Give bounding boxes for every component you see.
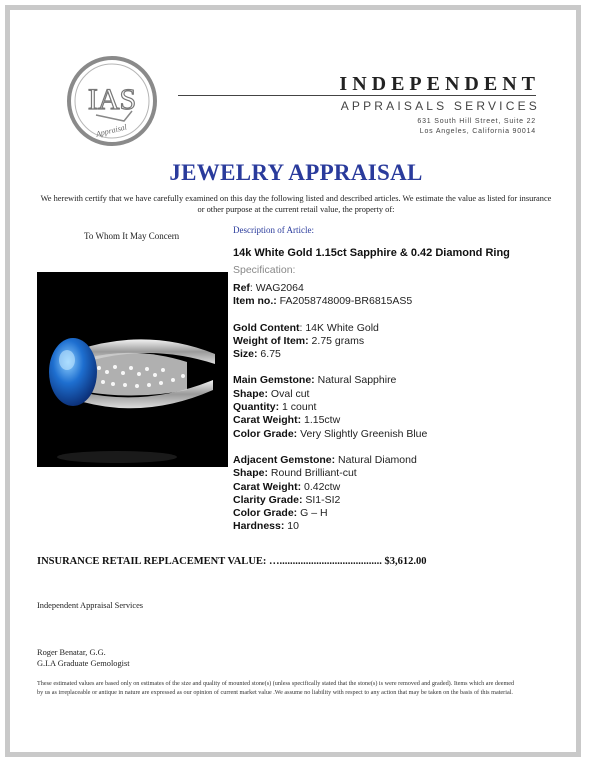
recipient: To Whom It May Concern bbox=[84, 231, 180, 241]
svg-text:Appraisal: Appraisal bbox=[94, 122, 128, 139]
insurance-label: INSURANCE RETAIL REPLACEMENT VALUE: …....................................... bbox=[37, 556, 382, 567]
address-line-2: Los Angeles, California 90014 bbox=[419, 128, 536, 135]
spec-adjacent-shape: Shape: Round Brilliant-cut bbox=[233, 467, 357, 480]
insurance-value bbox=[37, 556, 557, 567]
specification-details bbox=[233, 282, 563, 534]
certify-text: We herewith certify that we have carefully examined on this day the following listed and described articles. We estimate the value as listed for insurance or other purpose at the current retail value, the property of: bbox=[40, 194, 552, 214]
spec-clarity: Clarity Grade: SI1-SI2 bbox=[233, 493, 341, 506]
company-name: Independent Appraisal Services bbox=[37, 601, 144, 610]
spec-adjacent-gemstone: Adjacent Gemstone: Natural Diamond bbox=[233, 453, 417, 466]
brand-name: INDEPENDENT bbox=[339, 73, 540, 95]
appraiser-name: Roger Benatar, G.G. bbox=[37, 648, 106, 657]
brand-subtitle: APPRAISALS SERVICES bbox=[340, 99, 540, 113]
header-rule bbox=[178, 95, 536, 96]
address bbox=[300, 117, 536, 137]
spec-item-no: Item no.: FA2058748009-BR6815AS5 bbox=[233, 295, 413, 308]
disclaimer: These estimated values are based only on estimates of the size and quality of mounted stone(s) (unless specifically stated that the stone(s) is were removed and graded). Items which are deemed by us as irreplaceable or antique in nature are expressed as our opinion of current market value .We assume no liability with respect to any action that may be taken on the basis of this material. bbox=[37, 680, 515, 696]
ias-logo bbox=[66, 55, 158, 147]
spec-ref: Ref: WAG2064 bbox=[233, 282, 304, 294]
insurance-amount: $3,612.00 bbox=[381, 556, 427, 567]
description-label: Description of Article: bbox=[233, 225, 314, 235]
spec-weight: Weight of Item: 2.75 grams bbox=[233, 334, 365, 347]
page-title: JEWELRY APPRAISAL bbox=[169, 160, 423, 185]
appraiser-title: G.I.A Graduate Gemologist bbox=[37, 659, 130, 668]
ring-photo bbox=[37, 272, 228, 467]
spec-main-carat: Carat Weight: 1.15ctw bbox=[233, 414, 341, 427]
spec-quantity: Quantity: 1 count bbox=[233, 401, 317, 414]
spec-adjacent-color: Color Grade: G – H bbox=[233, 507, 328, 520]
spec-main-shape: Shape: Oval cut bbox=[233, 387, 310, 400]
svg-text:IAS: IAS bbox=[87, 83, 137, 116]
item-title: 14k White Gold 1.15ct Sapphire & 0.42 Diamond Ring bbox=[233, 247, 510, 259]
spec-main-color: Color Grade: Very Slightly Greenish Blue bbox=[233, 427, 428, 440]
spec-adjacent-carat: Carat Weight: 0.42ctw bbox=[233, 480, 341, 493]
spec-hardness: Hardness: 10 bbox=[233, 520, 299, 533]
spec-gold-content: Gold Content: 14K White Gold bbox=[233, 321, 379, 334]
spec-size: Size: 6.75 bbox=[233, 348, 281, 361]
ring-illustration bbox=[37, 272, 228, 467]
specification-label: Specification: bbox=[233, 264, 296, 276]
spec-main-gemstone: Main Gemstone: Natural Sapphire bbox=[233, 374, 397, 387]
address-line-1: 631 South Hill Street, Suite 22 bbox=[417, 118, 536, 125]
